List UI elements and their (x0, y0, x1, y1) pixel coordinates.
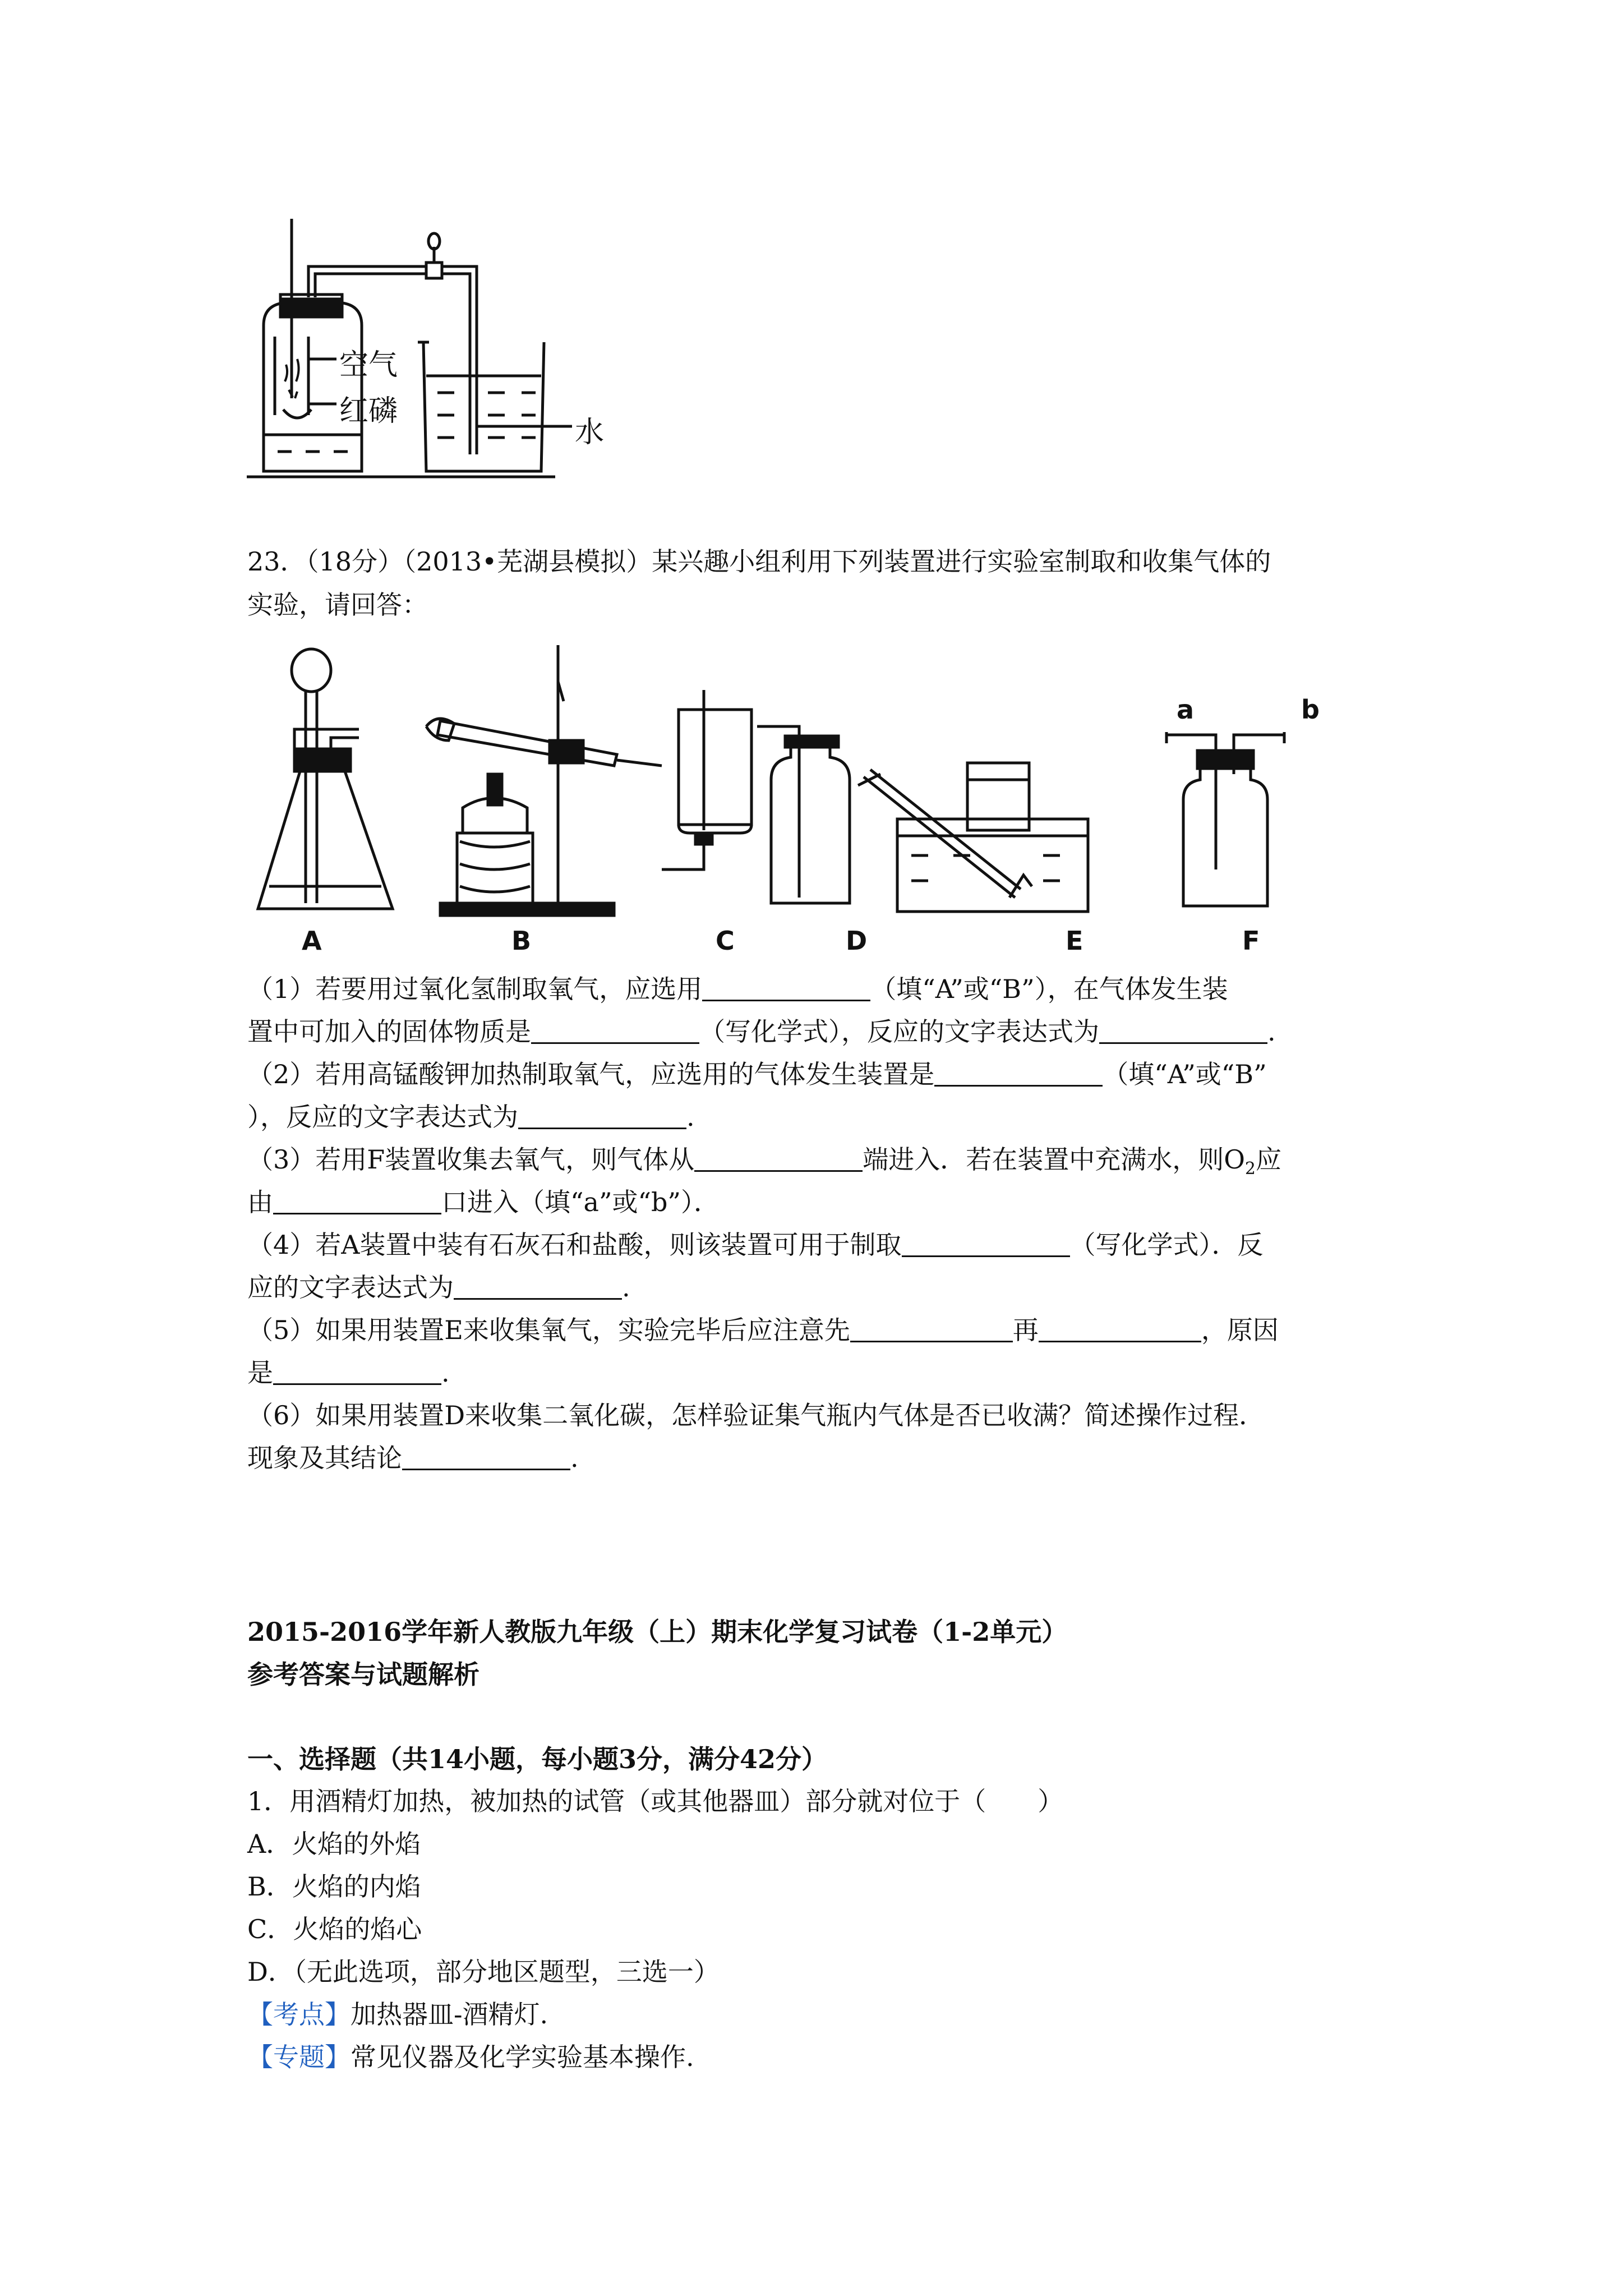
label-air: 空气 (339, 348, 398, 382)
blank-3-2[interactable] (273, 1187, 441, 1214)
q23-part2-line1 (247, 1056, 1391, 1093)
apparatus-label-D: D (846, 926, 868, 956)
apparatus-label-B: B (511, 926, 532, 956)
blank-4-1[interactable] (902, 1230, 1070, 1257)
option-a: A．火焰的外焰 (247, 1829, 421, 1859)
apparatus-label-A: A (302, 926, 322, 956)
q23-part4-text-a: （4）若A装置中装有石灰石和盐酸，则该装置可用于制取 (247, 1230, 902, 1260)
q23-part5-text-b: 再 (1012, 1315, 1039, 1345)
apparatus-drawing (247, 639, 1357, 931)
zhuanti-tag: 【专题】 (247, 2042, 351, 2072)
q23-part3-line1 (247, 1141, 1391, 1188)
answers-title: 2015-2016学年新人教版九年级（上）期末化学复习试卷（1-2单元） (247, 1617, 1068, 1647)
apparatus-label-C: C (716, 926, 735, 956)
o2-subscript: 2 (1244, 1159, 1256, 1179)
q23-part6-text-b: . (570, 1443, 579, 1473)
q23-part5-line2 (247, 1354, 1391, 1391)
q23-part2-text-c: ），反应的文字表达式为 (247, 1102, 518, 1132)
q23-part1-line2 (247, 1013, 1391, 1050)
q23-part6-line1: （6）如果用装置D来收集二氧化碳，怎样验证集气瓶内气体是否已收满？简述操作过程． (247, 1400, 1265, 1430)
kaodian-tag: 【考点】 (247, 1999, 351, 2030)
section-heading: 一、选择题（共14小题，每小题3分，满分42分） (247, 1744, 828, 1774)
apparatus-label-F: F (1242, 926, 1260, 956)
q23-part5-text-e: . (441, 1358, 450, 1388)
blank-6-1[interactable] (402, 1443, 570, 1470)
q23-part3-text-b: 端进入．若在装置中充满水，则O (863, 1144, 1245, 1175)
q23-part3-text-e: 口进入（填“a”或“b”）． (441, 1187, 720, 1217)
q23-part3-text-d: 由 (247, 1187, 273, 1217)
answers-subtitle: 参考答案与试题解析 (247, 1659, 479, 1690)
q23-part2-text-d: . (686, 1102, 695, 1132)
q23-part1-text-d: （写化学式），反应的文字表达式为 (699, 1016, 1099, 1047)
apparatus-label-E: E (1066, 926, 1083, 956)
kaodian-text: 加热器皿-酒精灯. (351, 1999, 548, 2030)
q23-part3-line2 (247, 1184, 1391, 1221)
blank-5-2[interactable] (1039, 1315, 1201, 1342)
port-b-label: b (1301, 694, 1320, 725)
q23-part6-line2 (247, 1439, 1391, 1476)
q23-part4-text-c: 应的文字表达式为 (247, 1272, 454, 1303)
q23-part5-line1 (247, 1312, 1391, 1349)
blank-1-2[interactable] (531, 1016, 699, 1044)
q23-part3-text-c: 应 (1256, 1144, 1281, 1175)
blank-4-2[interactable] (454, 1272, 622, 1300)
q23-part1-text-b: （填“A”或“B”），在气体发生装 (870, 974, 1228, 1004)
blank-5-1[interactable] (850, 1315, 1013, 1342)
question-1: 1．用酒精灯加热，被加热的试管（或其他器皿）部分就对位于（ ） (247, 1786, 1064, 1816)
blank-3-1[interactable] (694, 1144, 863, 1172)
blank-2-1[interactable] (934, 1059, 1103, 1087)
q23-part6-text-a: 现象及其结论 (247, 1443, 402, 1473)
port-a-label: a (1177, 694, 1195, 725)
q23-part5-text-a: （5）如果用装置E来收集氧气，实验完毕后应注意先 (247, 1315, 850, 1345)
q23-intro-line1: 23．（18分）（2013•芜湖县模拟）某兴趣小组利用下列装置进行实验室制取和收集气体的 (247, 546, 1271, 577)
q23-part5-text-d: 是 (247, 1358, 273, 1388)
zhuanti-row (247, 2039, 1391, 2076)
option-b: B．火焰的内焰 (247, 1871, 421, 1902)
q23-part5-text-c: ，原因 (1201, 1315, 1279, 1345)
blank-5-3[interactable] (273, 1358, 441, 1385)
q23-part4-line2 (247, 1269, 1391, 1306)
option-d: D．（无此选项，部分地区题型，三选一） (247, 1957, 720, 1987)
q23-part4-text-d: . (622, 1272, 630, 1303)
zhuanti-text: 常见仪器及化学实验基本操作. (351, 2042, 694, 2072)
q23-part1-text-e: . (1267, 1016, 1276, 1047)
q23-part4-line1 (247, 1226, 1391, 1263)
label-water: 水 (575, 416, 605, 449)
q23-part2-line2 (247, 1098, 1391, 1135)
kaodian-row (247, 1996, 1391, 2033)
q23-part1-line1 (247, 970, 1391, 1007)
q23-part2-text-a: （2）若用高锰酸钾加热制取氧气，应选用的气体发生装置是 (247, 1059, 935, 1089)
q23-intro-line2: 实验，请回答： (247, 590, 428, 620)
label-red-phosphorus: 红磷 (339, 394, 398, 428)
q23-part3-text-a: （3）若用F装置收集去氧气，则气体从 (247, 1144, 695, 1175)
blank-1-1[interactable] (702, 974, 870, 1001)
q23-part4-text-b: （写化学式）．反 (1069, 1230, 1264, 1260)
q23-part2-text-b: （填“A”或“B” (1103, 1059, 1267, 1089)
option-c: C．火焰的焰心 (247, 1914, 422, 1944)
blank-2-2[interactable] (518, 1102, 686, 1129)
q23-part1-text-c: 置中可加入的固体物质是 (247, 1016, 531, 1047)
q23-part1-text-a: （1）若要用过氧化氢制取氧气，应选用 (247, 974, 703, 1004)
blank-1-3[interactable] (1099, 1016, 1267, 1044)
